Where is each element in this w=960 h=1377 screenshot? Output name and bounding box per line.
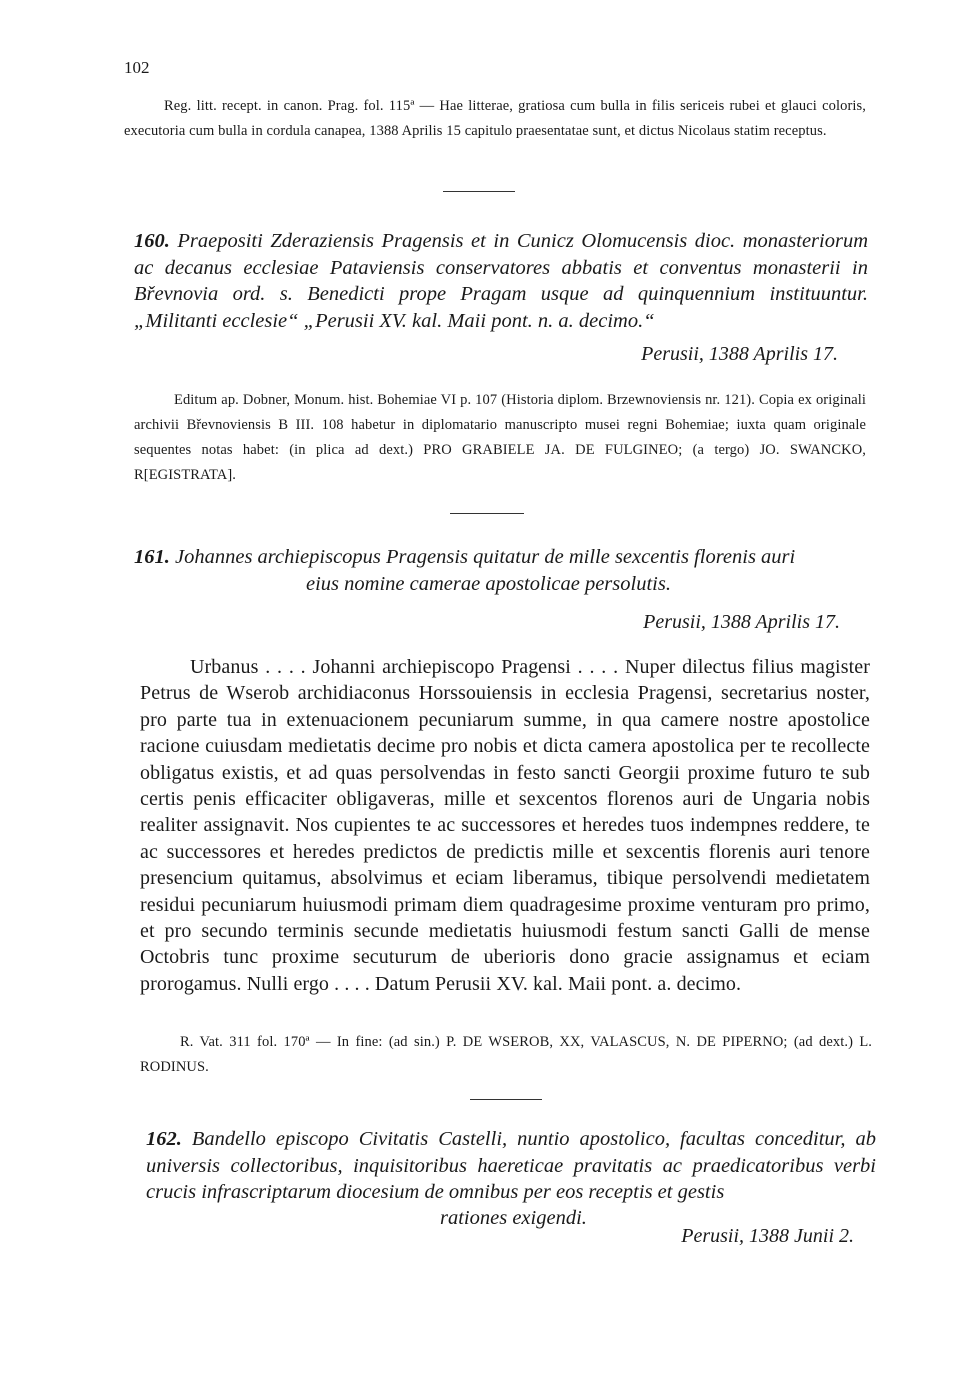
section-divider — [470, 1099, 542, 1100]
entry-161-heading-line2: eius nomine camerae apostolicae persolutis. — [306, 573, 671, 595]
entry-160-heading — [134, 228, 868, 334]
edition-note-160 — [134, 388, 866, 488]
entry-160-date: Perusii, 1388 Aprilis 17. — [641, 343, 838, 365]
entry-heading-text: Praepositi Zderaziensis Pragensis et in Cunicz Olomucensis dioc. monasteriorum ac decanus ecclesiae Pataviensis conservatores abbatis et conventus monasterii in Břevnovia ord. s. Benedicti prope Pragam usque ad quinquennium instituuntur. „Militanti ecclesie“ „Perusii XV. kal. Maii pont. n. a. decimo.“ — [134, 230, 868, 332]
entry-number: 162. — [146, 1128, 182, 1150]
entry-162-heading — [146, 1126, 876, 1206]
entry-161-heading — [134, 544, 870, 571]
source-note-text: Reg. litt. recept. in canon. Prag. fol. 115ª — Hae litterae, gratiosa cum bulla in filis sericeis rubei et glauci coloris, executoria cum bulla in cordula canapea, 1388 Aprilis 15 capitulo praesentatae sunt, et dictus Nicolaus statim receptus. — [124, 98, 866, 139]
page-number: 102 — [124, 58, 150, 77]
entry-heading-text: Bandello episcopo Civitatis Castelli, nuntio apostolico, facultas conceditur, ab universis collectoribus, inquisitoribus haereticae pravitatis ac praedicatoribus verbi crucis infrascriptarum diocesium de omnibus per eos receptis et gestis — [146, 1128, 876, 1203]
entry-162-heading-last: rationes exigendi. — [440, 1207, 587, 1229]
edition-note-text: Editum ap. Dobner, Monum. hist. Bohemiae VI p. 107 (Historia diplom. Brzewnoviensis nr. 121). Copia ex originali archivii Břevnoviensis B III. 108 habetur in diplomatario manuscripto musei regni Bohemiae; iuxta quam originale sequentes notas habet: (in plica ad dext.) PRO GRABIELE JA. DE FULGINEO; (a tergo) JO. SWANCKO, R[EGISTRATA]. — [134, 392, 866, 483]
archive-note-text: R. Vat. 311 fol. 170ª — In fine: (ad sin.) P. DE WSEROB, XX, VALASCUS, N. DE PIPERNO; (ad dext.) L. RODINUS. — [140, 1034, 872, 1075]
entry-number: 161. — [134, 546, 170, 568]
section-divider — [450, 513, 524, 514]
document-text: Urbanus . . . . Johanni archiepiscopo Pragensi . . . . Nuper dilectus filius magister Petrus de Wserob archidiaconus Horssouiensis in ecclesia Pragensi, secretarius noster, pro parte tua in extenuacionem pecuniarum summe, in qua camere nostre apostolice racione cuiusdam medietatis decime pro nobis et dicta camera apostolica per te recollecte obligatus existis, et ad quas persolvendas in festo sancti Georgii proxime futuro te sub certis penis efficaciter obligaveras, mille et sexcentos florenos auri de Ungaria nobis realiter assignavit. Nos cupientes te ac successores et heredes tuos indempnes reddere, te ac successores et heredes predictos de predictis mille et sexcentis florenis auri tenore presencium quitamus, absolvimus et eciam liberamus, tibique persolvendi medietatem residui pecuniarum huiusmodi primam diem quadragesime proxime venturam pro primo, et pro secundo terminis secunde medietatis huiusmodi festum sancti Galli de mense Octobris tunc proxime secuturum de uberioris dono gracie assignamus et eciam prorogamus. Nulli ergo . . . . Datum Perusii XV. kal. Maii pont. a. decimo. — [140, 656, 870, 995]
entry-161-date: Perusii, 1388 Aprilis 17. — [643, 611, 840, 633]
entry-162-date: Perusii, 1388 Junii 2. — [681, 1225, 854, 1247]
entry-heading-line: Johannes archiepiscopus Pragensis quitatur de mille sexcentis florenis auri — [175, 546, 796, 568]
entry-number: 160. — [134, 230, 170, 252]
archive-note-161 — [140, 1030, 872, 1080]
source-note-159 — [124, 94, 866, 144]
section-divider — [443, 191, 515, 192]
entry-161-text — [140, 654, 870, 997]
